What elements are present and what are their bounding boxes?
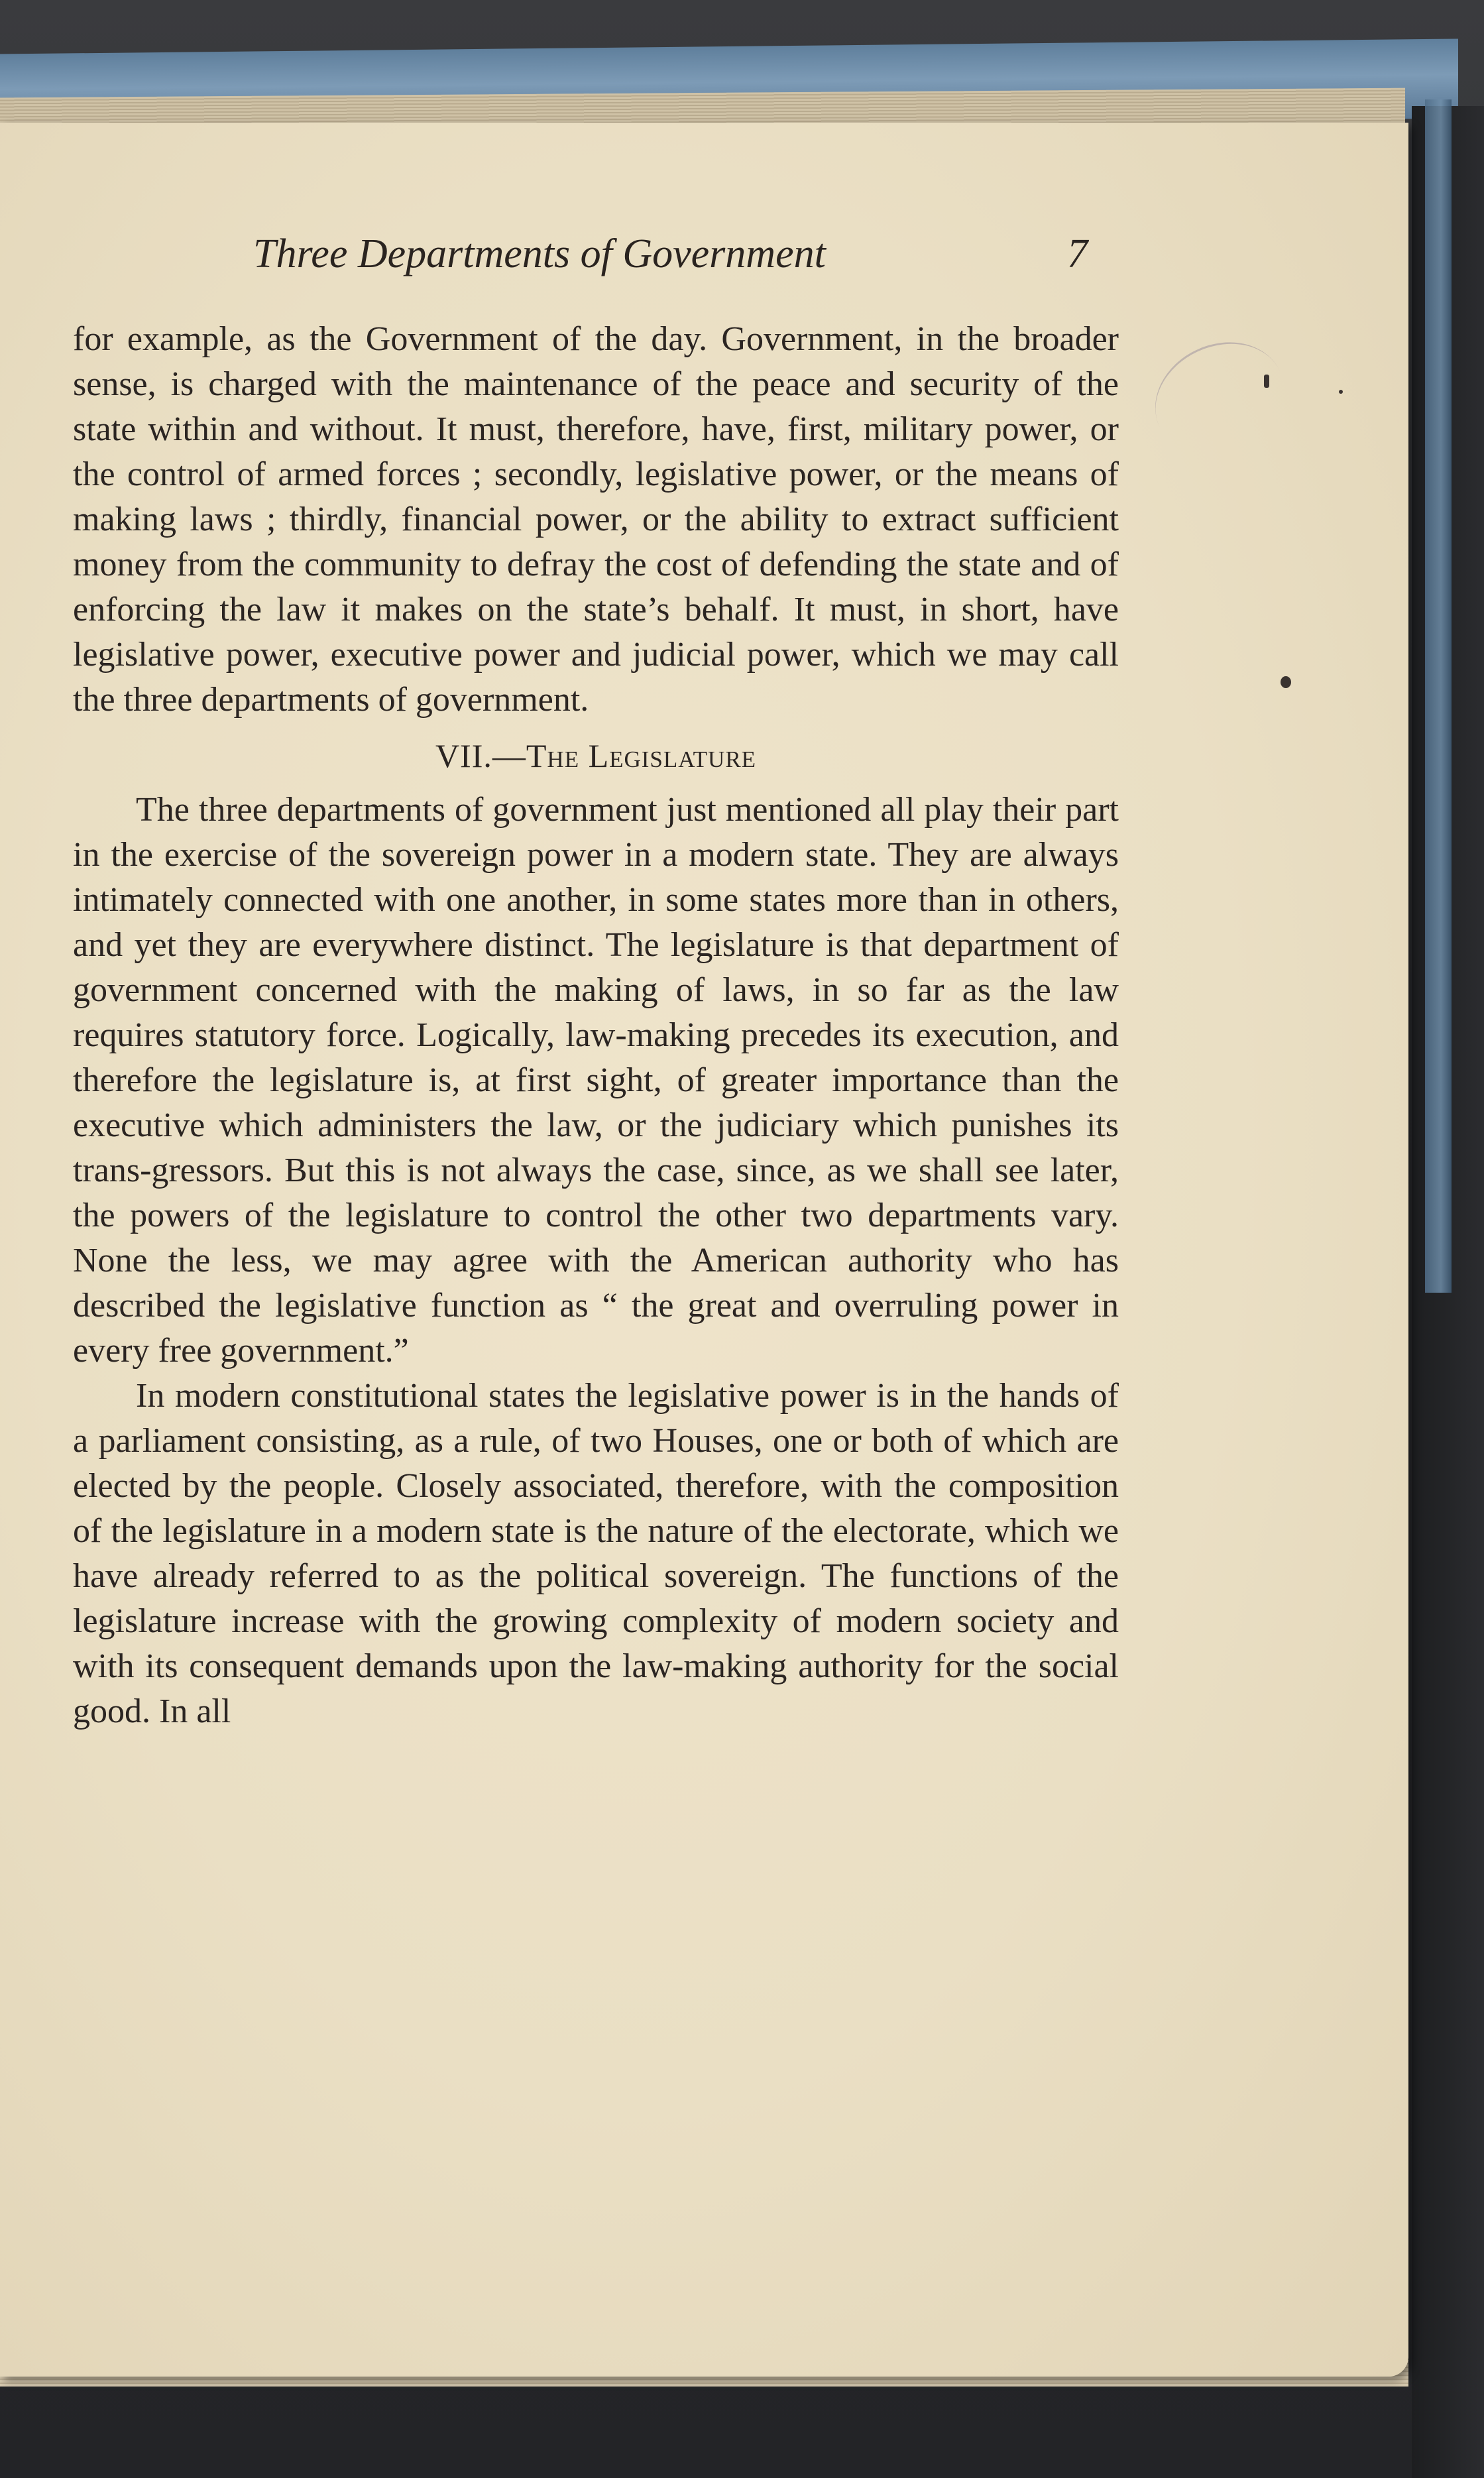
page-number: 7 — [1067, 231, 1088, 276]
page-header — [0, 225, 1484, 292]
page-body — [73, 317, 1119, 1734]
section-number: VII.— — [435, 737, 526, 774]
running-head: Three Departments of Government — [253, 231, 826, 276]
ink-spot — [1339, 390, 1343, 394]
paragraph-1: for example, as the Government of the day. Government, in the broader sense, is charged with the maintenance of the peace and security of the state within and without. It must, therefore, have, first, military power, or the control of armed forces ; secondly, legislative power, or the means of making laws ; thirdly, financial power, or the ability to extract sufficient money from the community to defray the cost of defending the state and of enforcing the law it makes on the state’s behalf. It must, in short, have legislative power, executive power and judicial power, which we may call the three departments of government. — [73, 320, 1119, 719]
ink-spot — [1264, 375, 1269, 388]
ink-spot — [1281, 676, 1291, 688]
paragraph-3: In modern constitutional states the legislative power is in the hands of a parliament consisting, as a rule, of two Houses, one or both of which are elected by the people. Closely associated, therefore, with the composition of the legislature in a modern state is the nature of the electorate, which we have already referred to as the political sovereign. The functions of the legislature increase with the growing complexity of modern society and with its consequent demands upon the law-making authority for the social good. In all — [73, 1377, 1119, 1730]
section-title: The Legislature — [526, 737, 757, 774]
paragraph-2: The three departments of government just mentioned all play their part in the exercise of the sovereign power in a modern state. They are always intimately connected with one another, in some states more than in others, and yet they are everywhere distinct. The legislature is that department of government concerned with the making of laws, in so far as the law requires statutory force. Logically, law-making precedes its execution, and therefore the legislature is, at first sight, of greater importance than the executive which administers the law, or the judiciary which punishes its trans-gressors. But this is not always the case, since, as we shall see later, the powers of the legislature to control the other two departments vary. None the less, we may agree with the American authority who has described the legislative function as “ the great and overruling power in every free government.” — [73, 791, 1119, 1370]
section-heading — [73, 733, 1119, 778]
